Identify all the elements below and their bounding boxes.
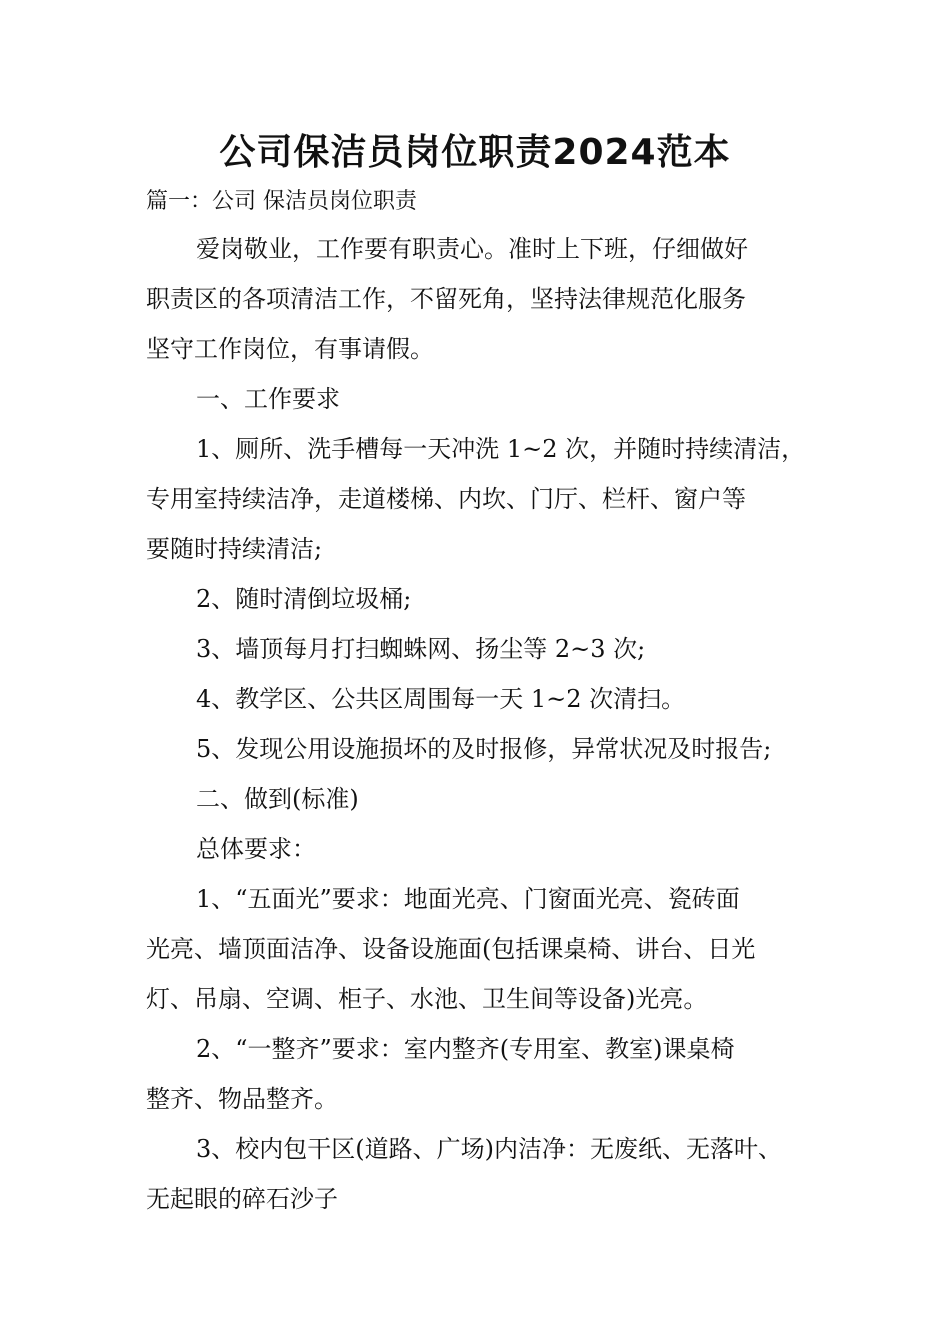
document-subtitle: 篇一：公司 保洁员岗位职责 [146,189,417,214]
paragraph-line: 总体要求： [196,835,316,863]
paragraph-line: 要随时持续清洁; [146,535,323,563]
paragraph-line: 5、发现公用设施损坏的及时报修，异常状况及时报告; [196,735,772,763]
paragraph-line: 2、“一整齐”要求：室内整齐(专用室、教室)课桌椅 [196,1035,735,1063]
paragraph-line: 3、墙顶每月打扫蜘蛛网、扬尘等 2~3 次; [196,635,646,663]
paragraph-line: 1、“五面光”要求：地面光亮、门窗面光亮、瓷砖面 [196,885,740,913]
section-heading: 二、做到(标准) [196,785,359,813]
paragraph-line: 4、教学区、公共区周围每一天 1~2 次清扫。 [196,685,686,713]
document-title: 公司保洁员岗位职责2024范本 [219,132,731,173]
paragraph-line: 专用室持续洁净，走道楼梯、内坎、门厅、栏杆、窗户等 [146,485,746,513]
paragraph-line: 2、随时清倒垃圾桶; [196,585,412,613]
paragraph-line: 3、校内包干区(道路、广场)内洁净：无废纸、无落叶、 [196,1135,782,1163]
paragraph-line: 灯、吊扇、空调、柜子、水池、卫生间等设备)光亮。 [146,985,708,1013]
paragraph-line: 无起眼的碎石沙子 [146,1185,338,1213]
paragraph-line: 爱岗敬业，工作要有职责心。准时上下班，仔细做好 [196,235,748,263]
section-heading: 一、工作要求 [196,385,340,413]
paragraph-line: 1、厕所、洗手槽每一天冲洗 1~2 次，并随时持续清洁， [196,435,806,463]
paragraph-line: 整齐、物品整齐。 [146,1085,338,1113]
paragraph-line: 职责区的各项清洁工作，不留死角，坚持法律规范化服务 [146,285,746,313]
paragraph-line: 光亮、墙顶面洁净、设备设施面(包括课桌椅、讲台、日光 [146,935,756,963]
paragraph-line: 坚守工作岗位，有事请假。 [146,335,434,363]
